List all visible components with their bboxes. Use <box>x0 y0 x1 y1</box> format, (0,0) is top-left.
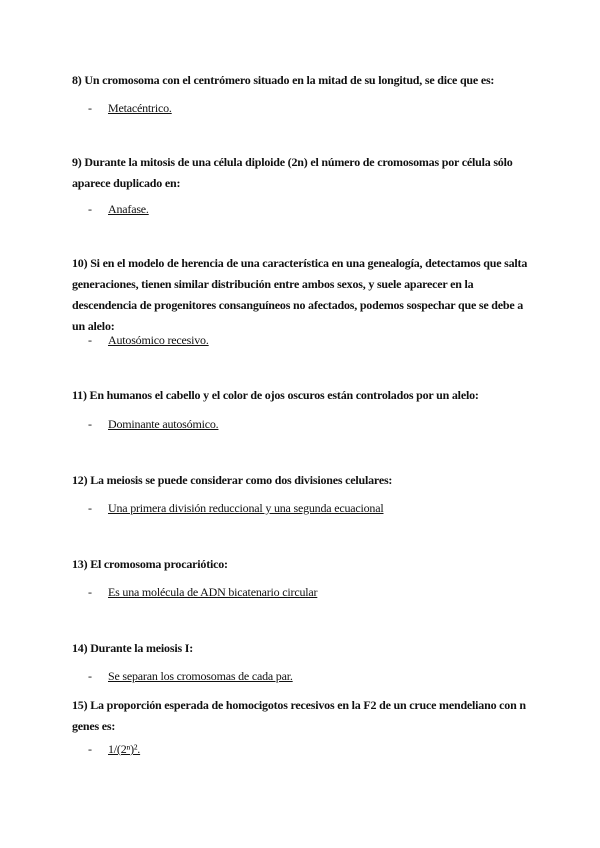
q14-answer: Se separan los cromosomas de cada par. <box>108 669 293 683</box>
q11-answer-item <box>88 416 218 432</box>
bullet-dash: - <box>88 585 92 599</box>
bullet-dash: - <box>88 501 92 515</box>
q15-answer: 1/(2ⁿ)². <box>108 742 141 756</box>
q13-question: 13) El cromosoma procariótico: <box>72 557 228 571</box>
bullet-dash: - <box>88 101 92 115</box>
q13-answer: Es una molécula de ADN bicatenario circular <box>108 585 318 599</box>
q12-answer: Una primera división reduccional y una segunda ecuacional <box>108 501 384 515</box>
q14-answer-item <box>88 668 293 684</box>
q10-answer-item <box>88 332 209 348</box>
q12-answer-item <box>88 500 384 516</box>
bullet-dash: - <box>88 202 92 216</box>
q8-answer: Metacéntrico. <box>108 101 172 115</box>
q11-question: 11) En humanos el cabello y el color de ojos oscuros están controlados por un alelo: <box>72 388 479 402</box>
q10-answer: Autosómico recesivo. <box>108 333 209 347</box>
q15-question: 15) La proporción esperada de homocigotos recesivos en la F2 de un cruce mendeliano con n genes es: <box>72 698 526 733</box>
q12-question: 12) La meiosis se puede considerar como dos divisiones celulares: <box>72 473 393 487</box>
q13-answer-item <box>88 584 317 600</box>
q15-answer-item <box>88 741 140 757</box>
q8-answer-item <box>88 100 172 116</box>
q8-question: 8) Un cromosoma con el centrómero situado en la mitad de su longitud, se dice que es: <box>72 73 495 87</box>
q11-answer: Dominante autosómico. <box>108 417 219 431</box>
q9-question: 9) Durante la mitosis de una célula diploide (2n) el número de cromosomas por célula sólo aparece duplicado en: <box>72 155 513 190</box>
bullet-dash: - <box>88 333 92 347</box>
bullet-dash: - <box>88 417 92 431</box>
q9-answer: Anafase. <box>108 202 149 216</box>
bullet-dash: - <box>88 742 92 756</box>
q14-question: 14) Durante la meiosis I: <box>72 641 193 655</box>
bullet-dash: - <box>88 669 92 683</box>
q9-answer-item <box>88 201 149 217</box>
q10-question: 10) Si en el modelo de herencia de una característica en una genealogía, detectamos que salta generaciones, tienen similar distribución entre ambos sexos, y suele aparecer en la descendencia de progenitores consanguíneos no afectados, podemos sospechar que se debe a un alelo: <box>72 256 528 333</box>
